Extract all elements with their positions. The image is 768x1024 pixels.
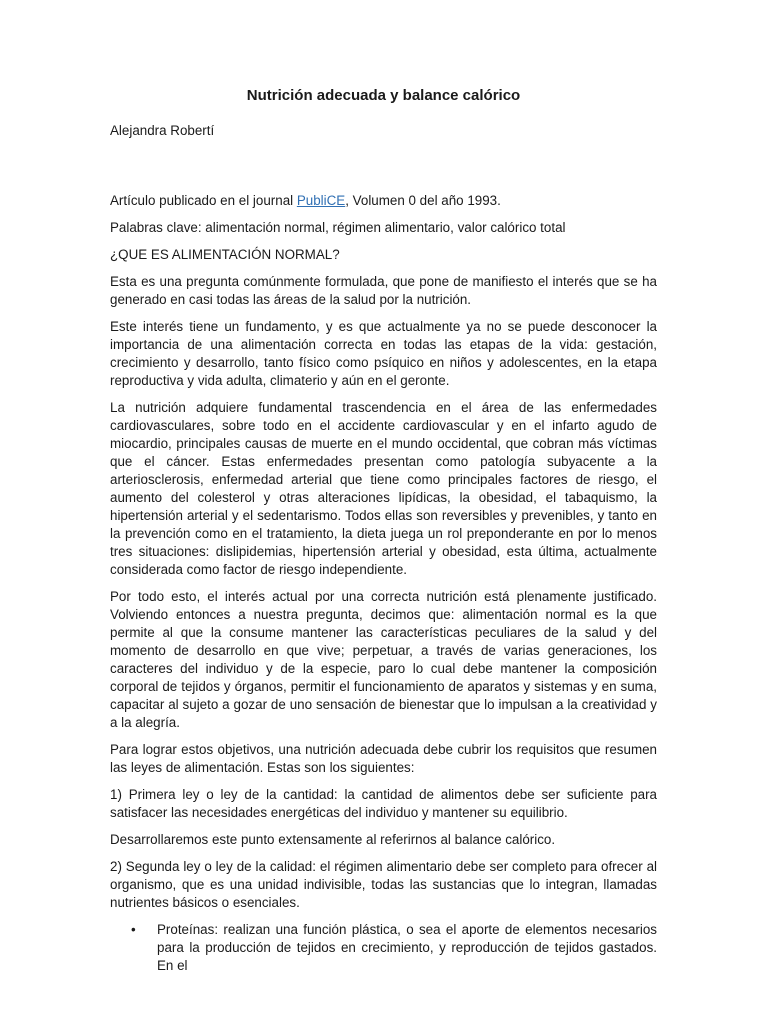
body-paragraph-1: Esta es una pregunta comúnmente formulada, que pone de manifiesto el interés que se ha generado en casi todas las áreas de la salud por la nutrición.	[110, 274, 657, 307]
body-paragraph-3: La nutrición adquiere fundamental trascendencia en el área de las enfermedades cardiovasculares, sobre todo en el accidente cardiovascular y en el infarto agudo de miocardio, principales causas de muerte en el mundo occidental, que cobran más víctimas que el cáncer. Estas enfermedades presentan como patología subyacente a la arteriosclerosis, enfermedad arterial que tiene como principales factores de riesgo, el aumento del colesterol y otras alteraciones lipídicas, la obesidad, el tabaquismo, la hipertensión arterial y el sedentarismo. Todos ellas son reversibles y prevenibles, y tanto en la prevención como en el tratamiento, la dieta juega un rol preponderante en por lo menos tres situaciones: dislipidemias, hipertensión arterial y obesidad, esta última, actualmente considerada como factor de riesgo independiente.	[110, 400, 657, 577]
body-paragraph-5: Para lograr estos objetivos, una nutrición adecuada debe cubrir los requisitos que resumen las leyes de alimentación. Estas son los siguientes:	[110, 742, 657, 775]
body-paragraph-4: Por todo esto, el interés actual por una correcta nutrición está plenamente justificado. Volviendo entonces a nuestra pregunta, decimos que: alimentación normal es la que permite al que la consume mantener las características peculiares de la salud y del momento de desarrollo en que vive; perpetuar, a través de varias generaciones, los caracteres del individuo y de la especie, paro lo cual debe mantener la composición corporal de tejidos y órganos, permitir el funcionamiento de aparatos y sistemas y en suma, capacitar al sujeto a gozar de uno sensación de bienestar que lo impulsan a la creatividad y a la alegría.	[110, 589, 657, 730]
publication-suffix: , Volumen 0 del año 1993.	[345, 193, 501, 208]
journal-link[interactable]: PubliCE	[296, 193, 346, 208]
publication-prefix: Artículo publicado en el journal	[110, 193, 297, 208]
document-title: Nutrición adecuada y balance calórico	[246, 87, 521, 104]
list-item-text: Proteínas: realizan una función plástica, o sea el aporte de elementos necesarios para la producción de tejidos en crecimiento, y reproducción de tejidos gastados. En el	[157, 922, 657, 973]
publication-line	[110, 192, 657, 210]
list-item	[110, 921, 657, 975]
body-paragraph-2: Este interés tiene un fundamento, y es que actualmente ya no se puede desconocer la importancia de una alimentación correcta en todas las etapas de la vida: gestación, crecimiento y desarrollo, tanto físico como psíquico en niños y adolescentes, en la etapa reproductiva y vida adulta, climaterio y aún en el geronte.	[110, 319, 657, 388]
second-law-paragraph: 2) Segunda ley o ley de la calidad: el régimen alimentario debe ser completo para ofrecer al organismo, que es una unidad indivisible, todas las sustancias que lo integran, llamadas nutrientes básicos o esenciales.	[110, 859, 657, 910]
keywords-line: Palabras clave: alimentación normal, régimen alimentario, valor calórico total	[110, 220, 566, 235]
author-name: Alejandra Robertí	[110, 123, 215, 138]
section-heading: ¿QUE ES ALIMENTACIÓN NORMAL?	[110, 247, 340, 262]
first-law-paragraph: 1) Primera ley o ley de la cantidad: la cantidad de alimentos debe ser suficiente para satisfacer las necesidades energéticas del individuo y mantener su equilibrio.	[110, 787, 657, 820]
body-paragraph-7: Desarrollaremos este punto extensamente al referirnos al balance calórico.	[110, 832, 556, 847]
nutrient-list	[110, 921, 657, 975]
bullet-icon: •	[131, 922, 136, 937]
